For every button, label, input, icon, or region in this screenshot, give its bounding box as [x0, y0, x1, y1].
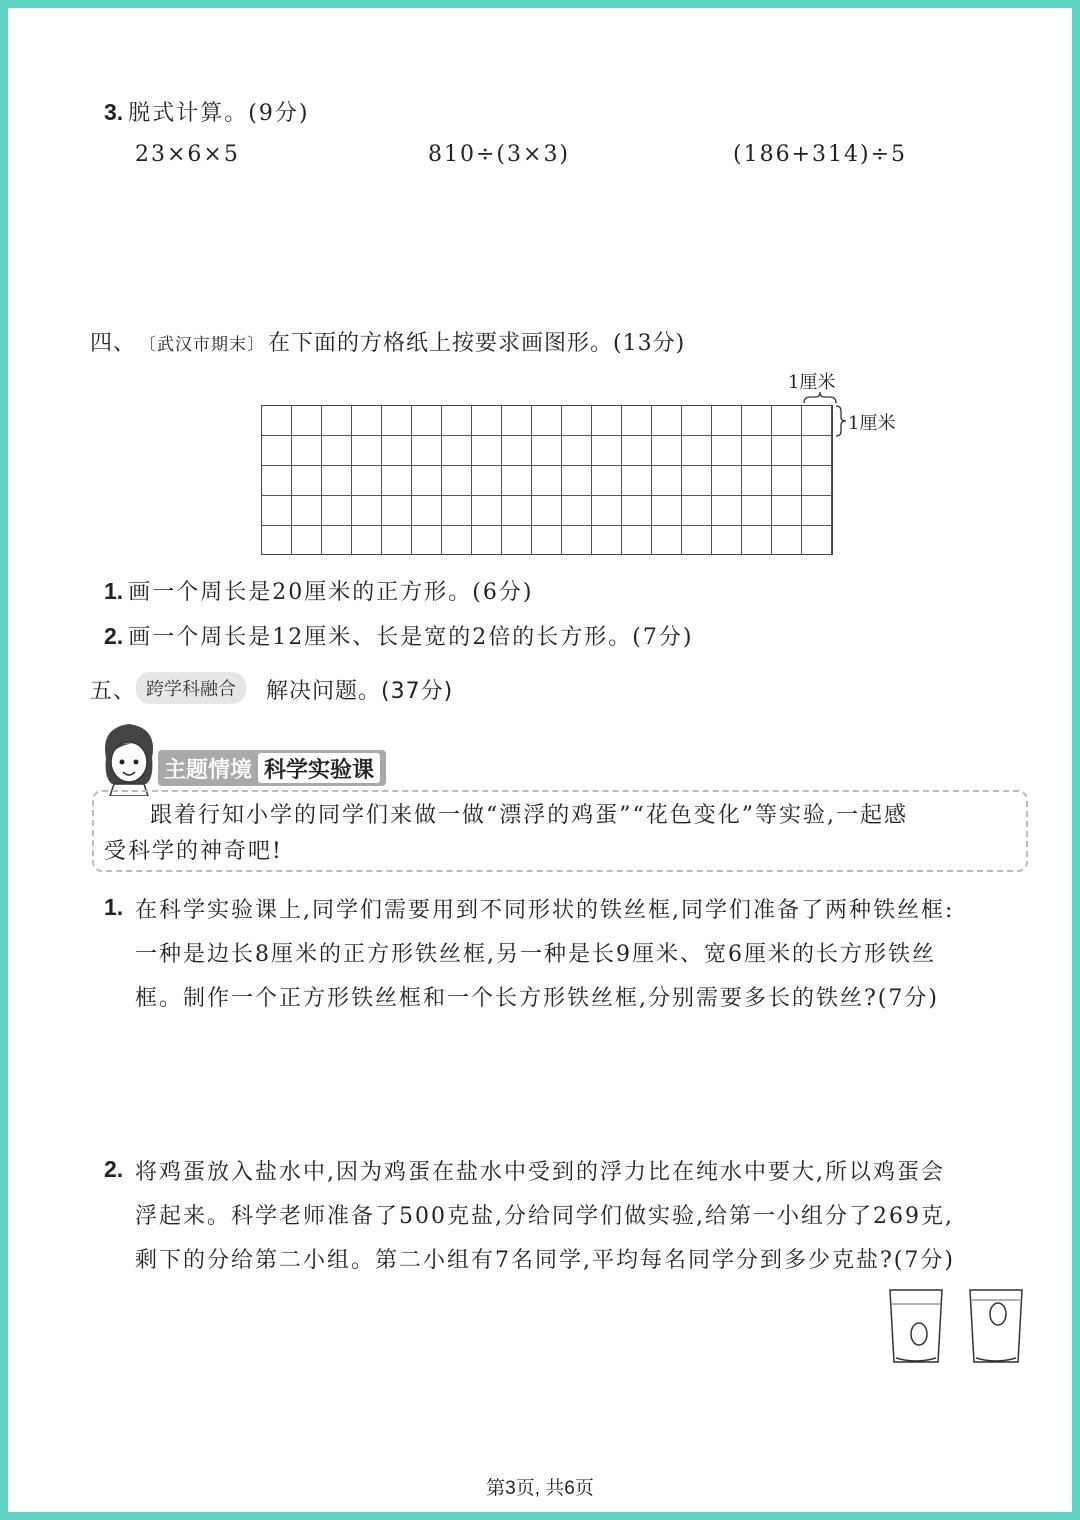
section-5-label: 五、	[90, 679, 137, 704]
section-4-heading	[90, 326, 685, 357]
sec4-item-1-number: 1.	[104, 578, 124, 604]
expr-1: 23×6×5	[135, 142, 240, 167]
page-footer: 第3页, 共6页	[486, 1478, 594, 1499]
problem-2-line-2: 浮起来。科学老师准备了500克盐,分给同学们做实验,给第一小组分了269克,	[135, 1204, 954, 1229]
brace-top-icon	[802, 391, 838, 405]
sec4-item-1	[104, 575, 533, 606]
problem-1-line-1: 在科学实验课上,同学们需要用到不同形状的铁丝框,同学们准备了两种铁丝框:	[135, 898, 955, 923]
q3-text: 脱式计算。(9分)	[128, 101, 310, 126]
scenario-line-2: 受科学的神奇吧!	[104, 839, 283, 864]
problem-2-line-1: 将鸡蛋放入盐水中,因为鸡蛋在盐水中受到的浮力比在纯水中要大,所以鸡蛋会	[135, 1160, 945, 1185]
theme-badge-label: 主题情境	[164, 757, 253, 783]
grid-paper[interactable]	[261, 405, 833, 555]
brace-side-icon	[834, 405, 848, 437]
girl-avatar-icon	[96, 718, 162, 796]
section-4-label: 四、	[90, 331, 137, 356]
theme-badge-title: 科学实验课	[258, 753, 380, 783]
problem-1-number: 1.	[104, 894, 124, 920]
sec4-item-2-number: 2.	[104, 623, 124, 649]
unit-label-side: 1厘米	[848, 413, 896, 434]
theme-badge	[158, 750, 386, 786]
section-4-tag: 〔武汉市期末〕	[139, 335, 266, 355]
problem-2-number: 2.	[104, 1156, 124, 1182]
problem-1-line-3: 框。制作一个正方形铁丝框和一个长方形铁丝框,分别需要多长的铁丝?(7分)	[135, 986, 939, 1011]
egg-glasses-icon	[884, 1284, 1034, 1368]
sec4-item-1-text: 画一个周长是20厘米的正方形。(6分)	[128, 580, 534, 605]
section-5-text: 解决问题。(37分)	[266, 679, 454, 704]
sec4-item-2-text: 画一个周长是12厘米、长是宽的2倍的长方形。(7分)	[128, 625, 694, 650]
worksheet-page	[8, 8, 1072, 1512]
problem-2-line-3: 剩下的分给第二小组。第二小组有7名同学,平均每名同学分到多少克盐?(7分)	[135, 1248, 955, 1273]
section-5-tag: 跨学科融合	[136, 672, 246, 704]
section-4-text: 在下面的方格纸上按要求画图形。(13分)	[268, 331, 686, 356]
sec4-item-2	[104, 620, 693, 651]
unit-label-top: 1厘米	[788, 372, 836, 393]
q3-heading	[104, 96, 309, 127]
expr-3: (186+314)÷5	[733, 142, 908, 167]
problem-1-line-2: 一种是边长8厘米的正方形铁丝框,另一种是长9厘米、宽6厘米的长方形铁丝	[135, 942, 936, 967]
expr-2: 810÷(3×3)	[428, 142, 571, 167]
q3-number: 3.	[104, 99, 124, 125]
scenario-line-1: 跟着行知小学的同学们来做一做“漂浮的鸡蛋”“花色变化”等实验,一起感	[150, 803, 908, 828]
